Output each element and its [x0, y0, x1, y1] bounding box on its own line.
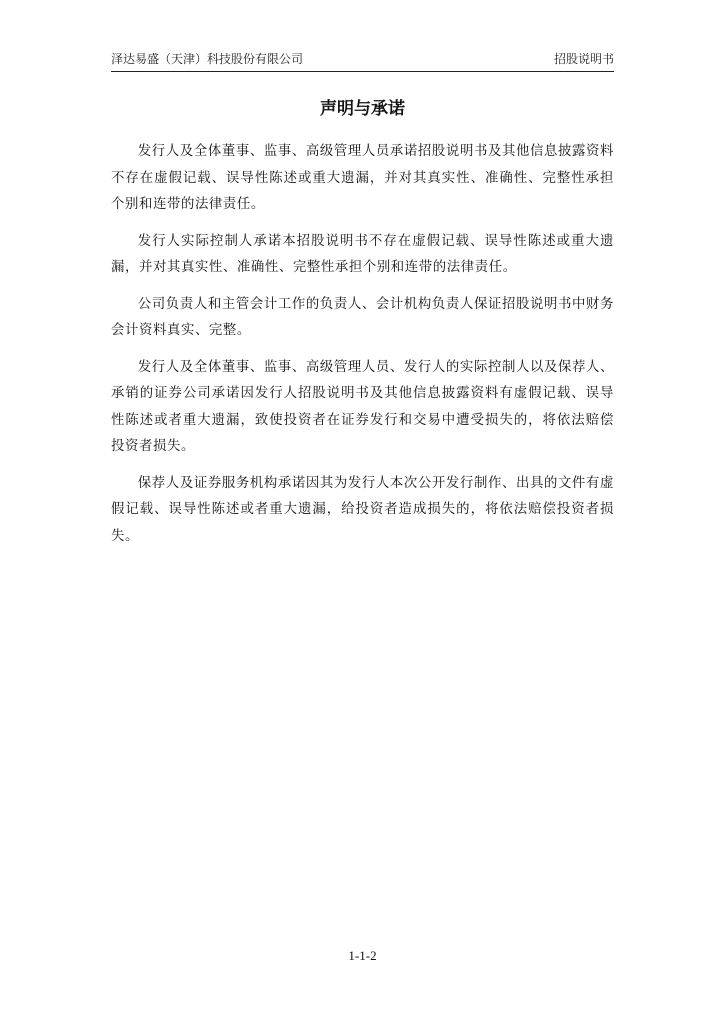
document-body — [111, 139, 614, 560]
paragraph-3: 公司负责人和主管会计工作的负责人、会计机构负责人保证招股说明书中财务会计资料真实、完整。 — [111, 296, 614, 338]
paragraph-5: 保荐人及证券服务机构承诺因其为发行人本次公开发行制作、出具的文件有虚假记载、误导性陈述或者重大遗漏，给投资者造成损失的，将依法赔偿投资者损失。 — [111, 475, 614, 544]
paragraph-2: 发行人实际控制人承诺本招股说明书不存在虚假记载、误导性陈述或重大遗漏，并对其真实性、准确性、完整性承担个别和连带的法律责任。 — [111, 233, 614, 275]
page-header — [111, 51, 614, 72]
paragraph-1: 发行人及全体董事、监事、高级管理人员承诺招股说明书及其他信息披露资料不存在虚假记载、误导性陈述或重大遗漏，并对其真实性、准确性、完整性承担个别和连带的法律责任。 — [111, 144, 614, 212]
header-document-type: 招股说明书 — [553, 52, 614, 66]
paragraph-4: 发行人及全体董事、监事、高级管理人员、发行人的实际控制人以及保荐人、承销的证券公司承诺因发行人招股说明书及其他信息披露资料有虚假记载、误导性陈述或者重大遗漏，致使投资者在证券发行和交易中遭受损失的，将依法赔偿投资者损失。 — [111, 359, 614, 454]
document-title: 声明与承诺 — [320, 99, 405, 119]
header-company-name: 泽达易盛（天津）科技股份有限公司 — [111, 52, 304, 66]
page-number: 1-1-2 — [348, 948, 377, 963]
